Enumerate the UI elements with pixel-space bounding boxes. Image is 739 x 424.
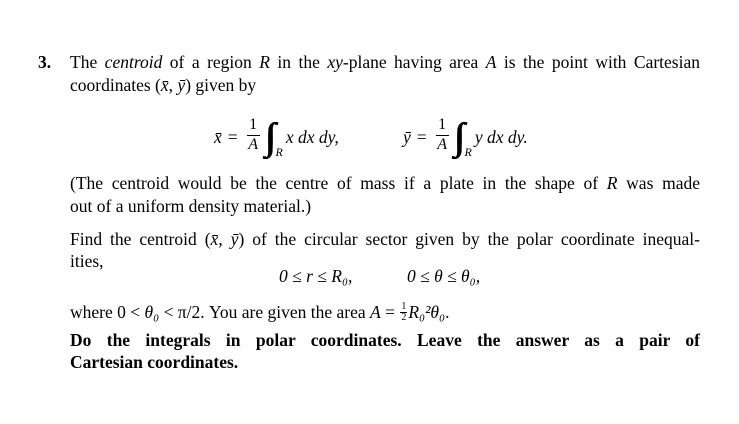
eq2-frac-den: A <box>437 136 448 153</box>
intro-line-2 <box>70 75 256 96</box>
problem-number: 3. <box>38 52 52 72</box>
instruction-line-2: Cartesian coordinates. <box>70 352 239 372</box>
intro-var-r: R <box>259 52 270 72</box>
intro-text-g: -plane having area <box>342 52 486 72</box>
eq2-frac-num: 1 <box>438 116 447 134</box>
find-ybar: ȳ <box>230 229 239 249</box>
eq1-double-integral: ∫∫ <box>264 115 268 158</box>
half-num: 1 <box>401 301 407 313</box>
eq1-frac-num: 1 <box>249 116 258 134</box>
intro-var-xy: xy <box>327 52 343 72</box>
intro2-ybar: ȳ <box>177 75 186 95</box>
find-text-a: Find the centroid ( <box>70 229 211 249</box>
find-line-2: ities, <box>70 251 104 271</box>
find-text-e: ) of the circular sector given by the polar coordinate inequal- <box>238 229 700 249</box>
note-text-c: was made <box>617 173 700 193</box>
equation-ybar <box>403 110 528 165</box>
angle-inequality: 0 ≤ θ ≤ θ₀, <box>407 266 481 286</box>
eq2-double-integral: ∫∫ <box>453 115 457 158</box>
equation-xbar <box>214 110 339 165</box>
centroid-equations <box>0 110 739 165</box>
intro-text-i: is the point with Cartesian <box>496 52 700 72</box>
eq1-frac-den: A <box>248 136 259 153</box>
where-half-fraction <box>400 302 407 323</box>
note-var-r: R <box>606 173 618 193</box>
find-line-1 <box>70 229 700 250</box>
intro-term-centroid: centroid <box>104 52 163 72</box>
eq1-fraction <box>247 117 260 154</box>
where-text-g: . <box>445 302 450 322</box>
intro2-text-a: coordinates ( <box>70 75 161 95</box>
where-line <box>70 302 449 324</box>
intro-line-1 <box>70 52 700 73</box>
where-text-a: where 0 < <box>70 302 145 322</box>
eq1-lhs: x̄ <box>214 127 222 147</box>
intro-text-c: of a region <box>162 52 260 72</box>
intro2-text-e: ) given by <box>185 75 257 95</box>
eq2-equals: = <box>416 127 427 147</box>
intro2-xbar: x̄ <box>160 75 169 95</box>
note-line-1 <box>70 173 700 194</box>
eq1-region: R <box>275 145 283 160</box>
eq1-integrand: x dx dy, <box>285 127 339 147</box>
where-var-a: A <box>370 302 381 322</box>
instruction-line-1: Do the integrals in polar coordinates. Leave the answer as a pair of <box>70 330 700 350</box>
where-text-e: = <box>380 302 400 322</box>
find-text-c: , <box>218 229 231 249</box>
eq2-lhs: ȳ <box>403 127 411 147</box>
intro-var-a: A <box>485 52 497 72</box>
intro-text-e: in the <box>269 52 328 72</box>
intro2-text-c: , <box>168 75 178 95</box>
where-text-c: < π/2. You are given the area <box>159 302 371 322</box>
eq1-equals: = <box>227 127 238 147</box>
intro-text-a: The <box>70 52 105 72</box>
note-text-a: (The centroid would be the centre of mass if a plate in the shape of <box>70 173 607 193</box>
half-den: 2 <box>401 312 407 324</box>
sector-inequalities <box>0 266 739 290</box>
eq2-fraction <box>436 117 449 154</box>
radius-inequality: 0 ≤ r ≤ R₀, <box>279 266 353 286</box>
eq2-region: R <box>464 145 472 160</box>
eq2-integrand: y dx dy. <box>474 127 528 147</box>
note-line-2: out of a uniform density material.) <box>70 196 312 216</box>
where-area-expr: R₀²θ₀ <box>408 302 446 322</box>
find-xbar: x̄ <box>210 229 219 249</box>
where-theta0: θ₀ <box>144 302 160 322</box>
